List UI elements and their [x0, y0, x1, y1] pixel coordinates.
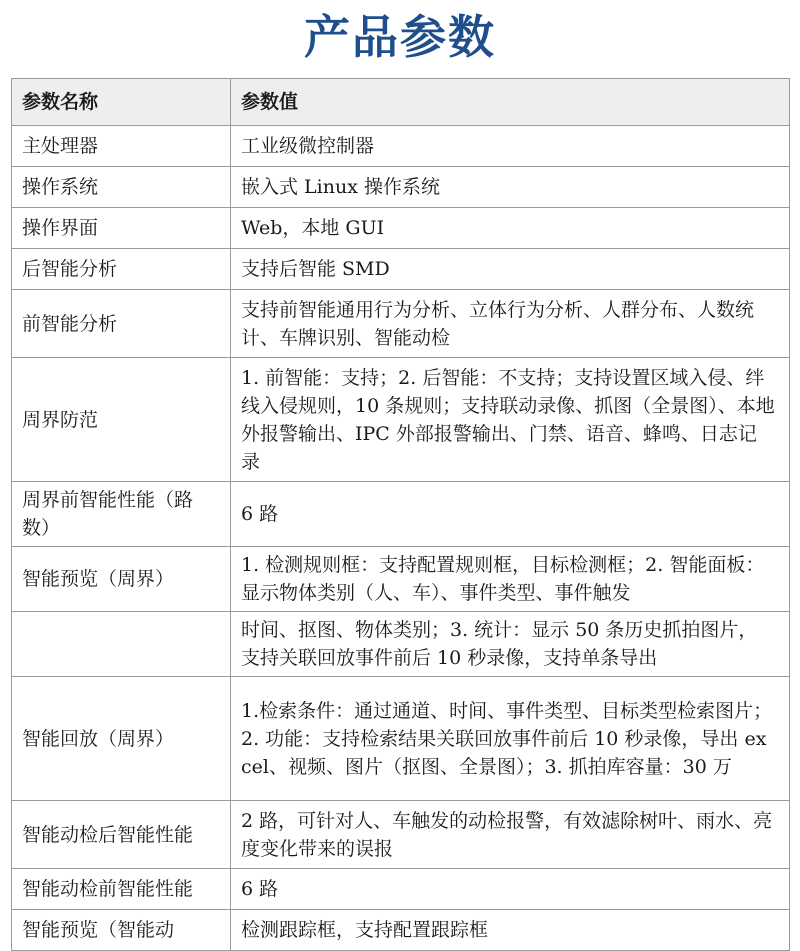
table-row — [12, 612, 790, 677]
table-row — [12, 290, 790, 358]
param-name: 周界防范 — [12, 358, 231, 482]
page-title: 产品参数 — [304, 10, 496, 64]
param-value: 6 路 — [231, 869, 790, 910]
param-value: 工业级微控制器 — [231, 126, 790, 167]
param-name: 智能预览（周界） — [12, 547, 231, 612]
parameter-table — [11, 78, 790, 951]
param-name: 智能预览（智能动 — [12, 910, 231, 951]
param-value: 6 路 — [231, 482, 790, 547]
table-row — [12, 869, 790, 910]
table-row — [12, 167, 790, 208]
param-name: 周界前智能性能（路数） — [12, 482, 231, 547]
table-row — [12, 547, 790, 612]
table-row — [12, 677, 790, 801]
table-row — [12, 910, 790, 951]
param-name: 后智能分析 — [12, 249, 231, 290]
table-row — [12, 482, 790, 547]
param-name: 智能动检后智能性能 — [12, 801, 231, 869]
param-name: 操作界面 — [12, 208, 231, 249]
param-value: 嵌入式 Linux 操作系统 — [231, 167, 790, 208]
param-value: Web，本地 GUI — [231, 208, 790, 249]
param-name — [12, 612, 231, 677]
param-name: 前智能分析 — [12, 290, 231, 358]
param-value: 1. 检测规则框：支持配置规则框，目标检测框；2. 智能面板：显示物体类别（人、车）、事件类型、事件触发 — [231, 547, 790, 612]
param-name: 操作系统 — [12, 167, 231, 208]
param-value: 支持后智能 SMD — [231, 249, 790, 290]
param-value: 支持前智能通用行为分析、立体行为分析、人群分布、人数统计、车牌识别、智能动检 — [231, 290, 790, 358]
param-name: 智能动检前智能性能 — [12, 869, 231, 910]
param-value: 检测跟踪框，支持配置跟踪框 — [231, 910, 790, 951]
param-value: 2 路，可针对人、车触发的动检报警，有效滤除树叶、雨水、亮度变化带来的误报 — [231, 801, 790, 869]
param-name: 主处理器 — [12, 126, 231, 167]
table-row — [12, 249, 790, 290]
param-value: 1. 前智能：支持；2. 后智能：不支持；支持设置区域入侵、绊线入侵规则，10 条规则；支持联动录像、抓图（全景图）、本地外报警输出、IPC 外部报警输出、门禁、语音、蜂鸣、日志记录 — [231, 358, 790, 482]
table-row — [12, 801, 790, 869]
table-row — [12, 358, 790, 482]
table-row — [12, 208, 790, 249]
table-header-row — [12, 79, 790, 126]
table-row — [12, 126, 790, 167]
column-header-value: 参数值 — [231, 79, 790, 126]
param-name: 智能回放（周界） — [12, 677, 231, 801]
param-value: 1.检索条件：通过通道、时间、事件类型、目标类型检索图片；2. 功能：支持检索结果关联回放事件前后 10 秒录像，导出 excel、视频、图片（抠图、全景图）；3. 抓拍库容量：30 万 — [231, 677, 790, 801]
param-value: 时间、抠图、物体类别；3. 统计：显示 50 条历史抓拍图片，支持关联回放事件前后 10 秒录像，支持单条导出 — [231, 612, 790, 677]
column-header-name: 参数名称 — [12, 79, 231, 126]
